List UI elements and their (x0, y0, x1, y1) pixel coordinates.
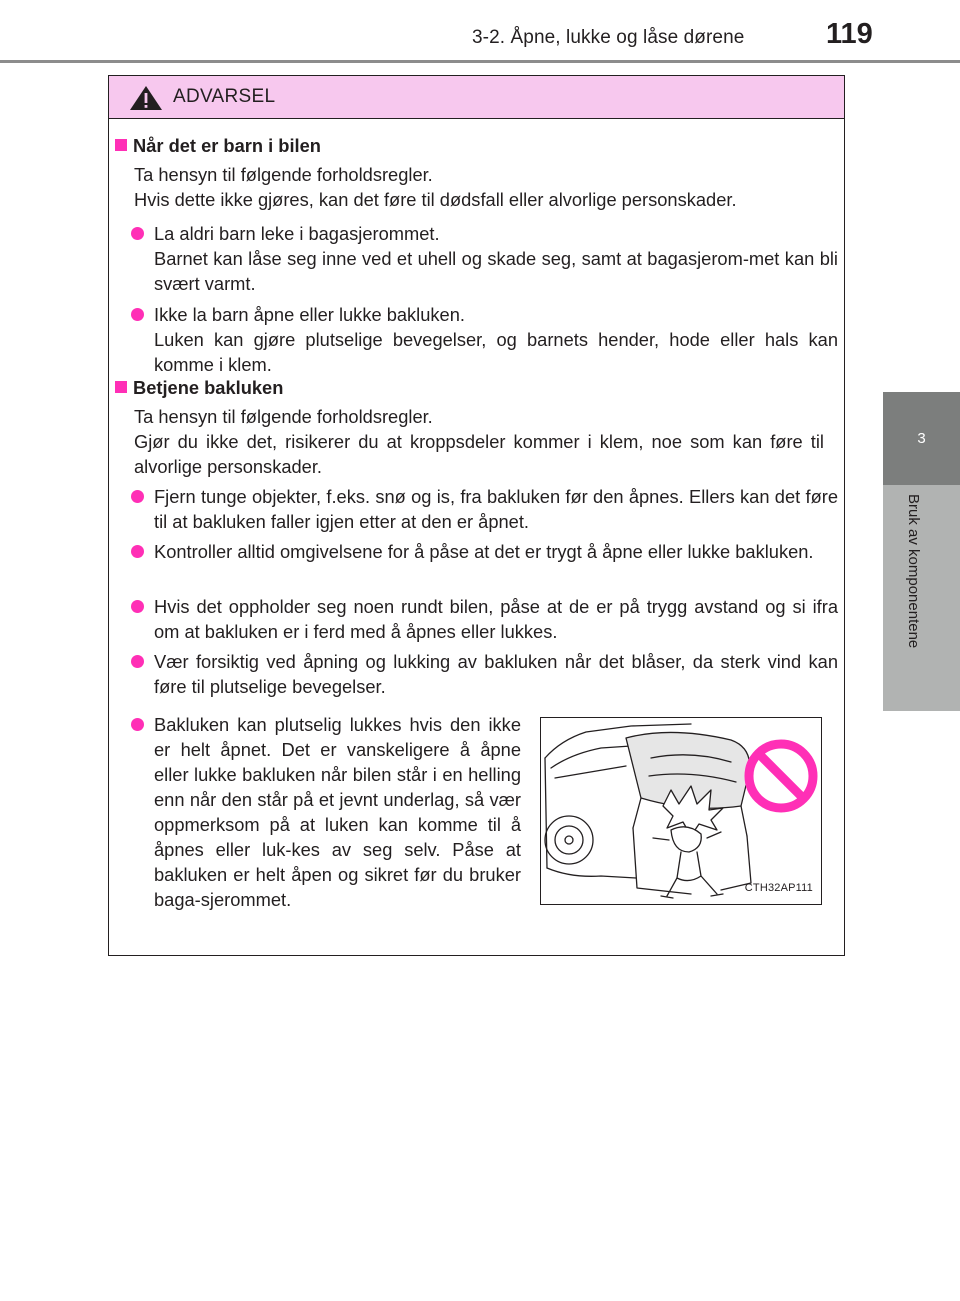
header-rule (0, 60, 960, 63)
list-item: Bakluken kan plutselig lukkes hvis den ikke er helt åpnet. Det er vanskeligere å åpne eller lukke bakluken når bilen står i en helling enn når den står på et jevnt underlag, så vær oppmerksom på at luken kan komme til å åpnes eller luk-kes av seg selv. Påse at bakluken er helt åpen og sikret før du bruker baga-sjerommet. (131, 712, 521, 912)
list-item: La aldri barn leke i bagasjerommet. Barnet kan låse seg inne ved et uhell og skade seg, samt at bagasjerom-met kan bli svært varmt. (131, 221, 838, 296)
list-item: Hvis det oppholder seg noen rundt bilen, påse at de er på trygg avstand og si ifra om at bakluken er i ferd med å åpnes eller lukkes. (131, 594, 838, 644)
section-heading-tailgate: Betjene bakluken (115, 375, 283, 400)
page-number: 119 (826, 18, 873, 50)
list-item: Vær forsiktig ved åpning og lukking av bakluken når det blåser, da sterk vind kan føre til plutselige bevegelser. (131, 649, 838, 699)
chapter-label: Bruk av komponentene (905, 494, 922, 649)
bullet-dot-icon (131, 308, 144, 321)
prohibition-icon (749, 744, 813, 808)
illustration-code: CTH32AP111 (744, 882, 813, 894)
tailgate-illustration (540, 717, 822, 905)
bullet-dot-icon (131, 600, 144, 613)
chapter-tab[interactable] (883, 392, 960, 485)
bullet-dot-icon (131, 718, 144, 731)
bullet-dot-icon (131, 490, 144, 503)
list-item: Kontroller alltid omgivelsene for å påse at det er trygt å åpne eller lukke bakluken. (131, 539, 838, 564)
section-heading-children: Når det er barn i bilen (115, 133, 321, 158)
warning-box (108, 75, 845, 956)
list-item: Ikke la barn åpne eller lukke bakluken. Luken kan gjøre plutselige bevegelser, og barnets hender, hode eller hals kan komme i klem. (131, 302, 838, 377)
section-marker-icon (115, 381, 127, 393)
header-section-title: 3-2. Åpne, lukke og låse dørene (472, 27, 745, 48)
section-marker-icon (115, 139, 127, 151)
warning-content (109, 76, 844, 955)
chapter-number: 3 (917, 430, 926, 447)
bullet-dot-icon (131, 655, 144, 668)
warning-title: ADVARSEL (173, 86, 276, 107)
list-item: Fjern tunge objekter, f.eks. snø og is, fra bakluken før den åpnes. Ellers kan det føre til at bakluken faller igjen etter at den er åpnet. (131, 484, 838, 534)
bullet-dot-icon (131, 545, 144, 558)
section-intro: Ta hensyn til følgende forholdsregler. Hvis dette ikke gjøres, kan det føre til dødsfall eller alvorlige personskader. (134, 164, 737, 210)
section-intro: Ta hensyn til følgende forholdsregler. Gjør du ikke det, risikerer du at kroppsdeler kommer i klem, noe som kan føre til alvorlige personskader. (134, 406, 824, 477)
bullet-dot-icon (131, 227, 144, 240)
